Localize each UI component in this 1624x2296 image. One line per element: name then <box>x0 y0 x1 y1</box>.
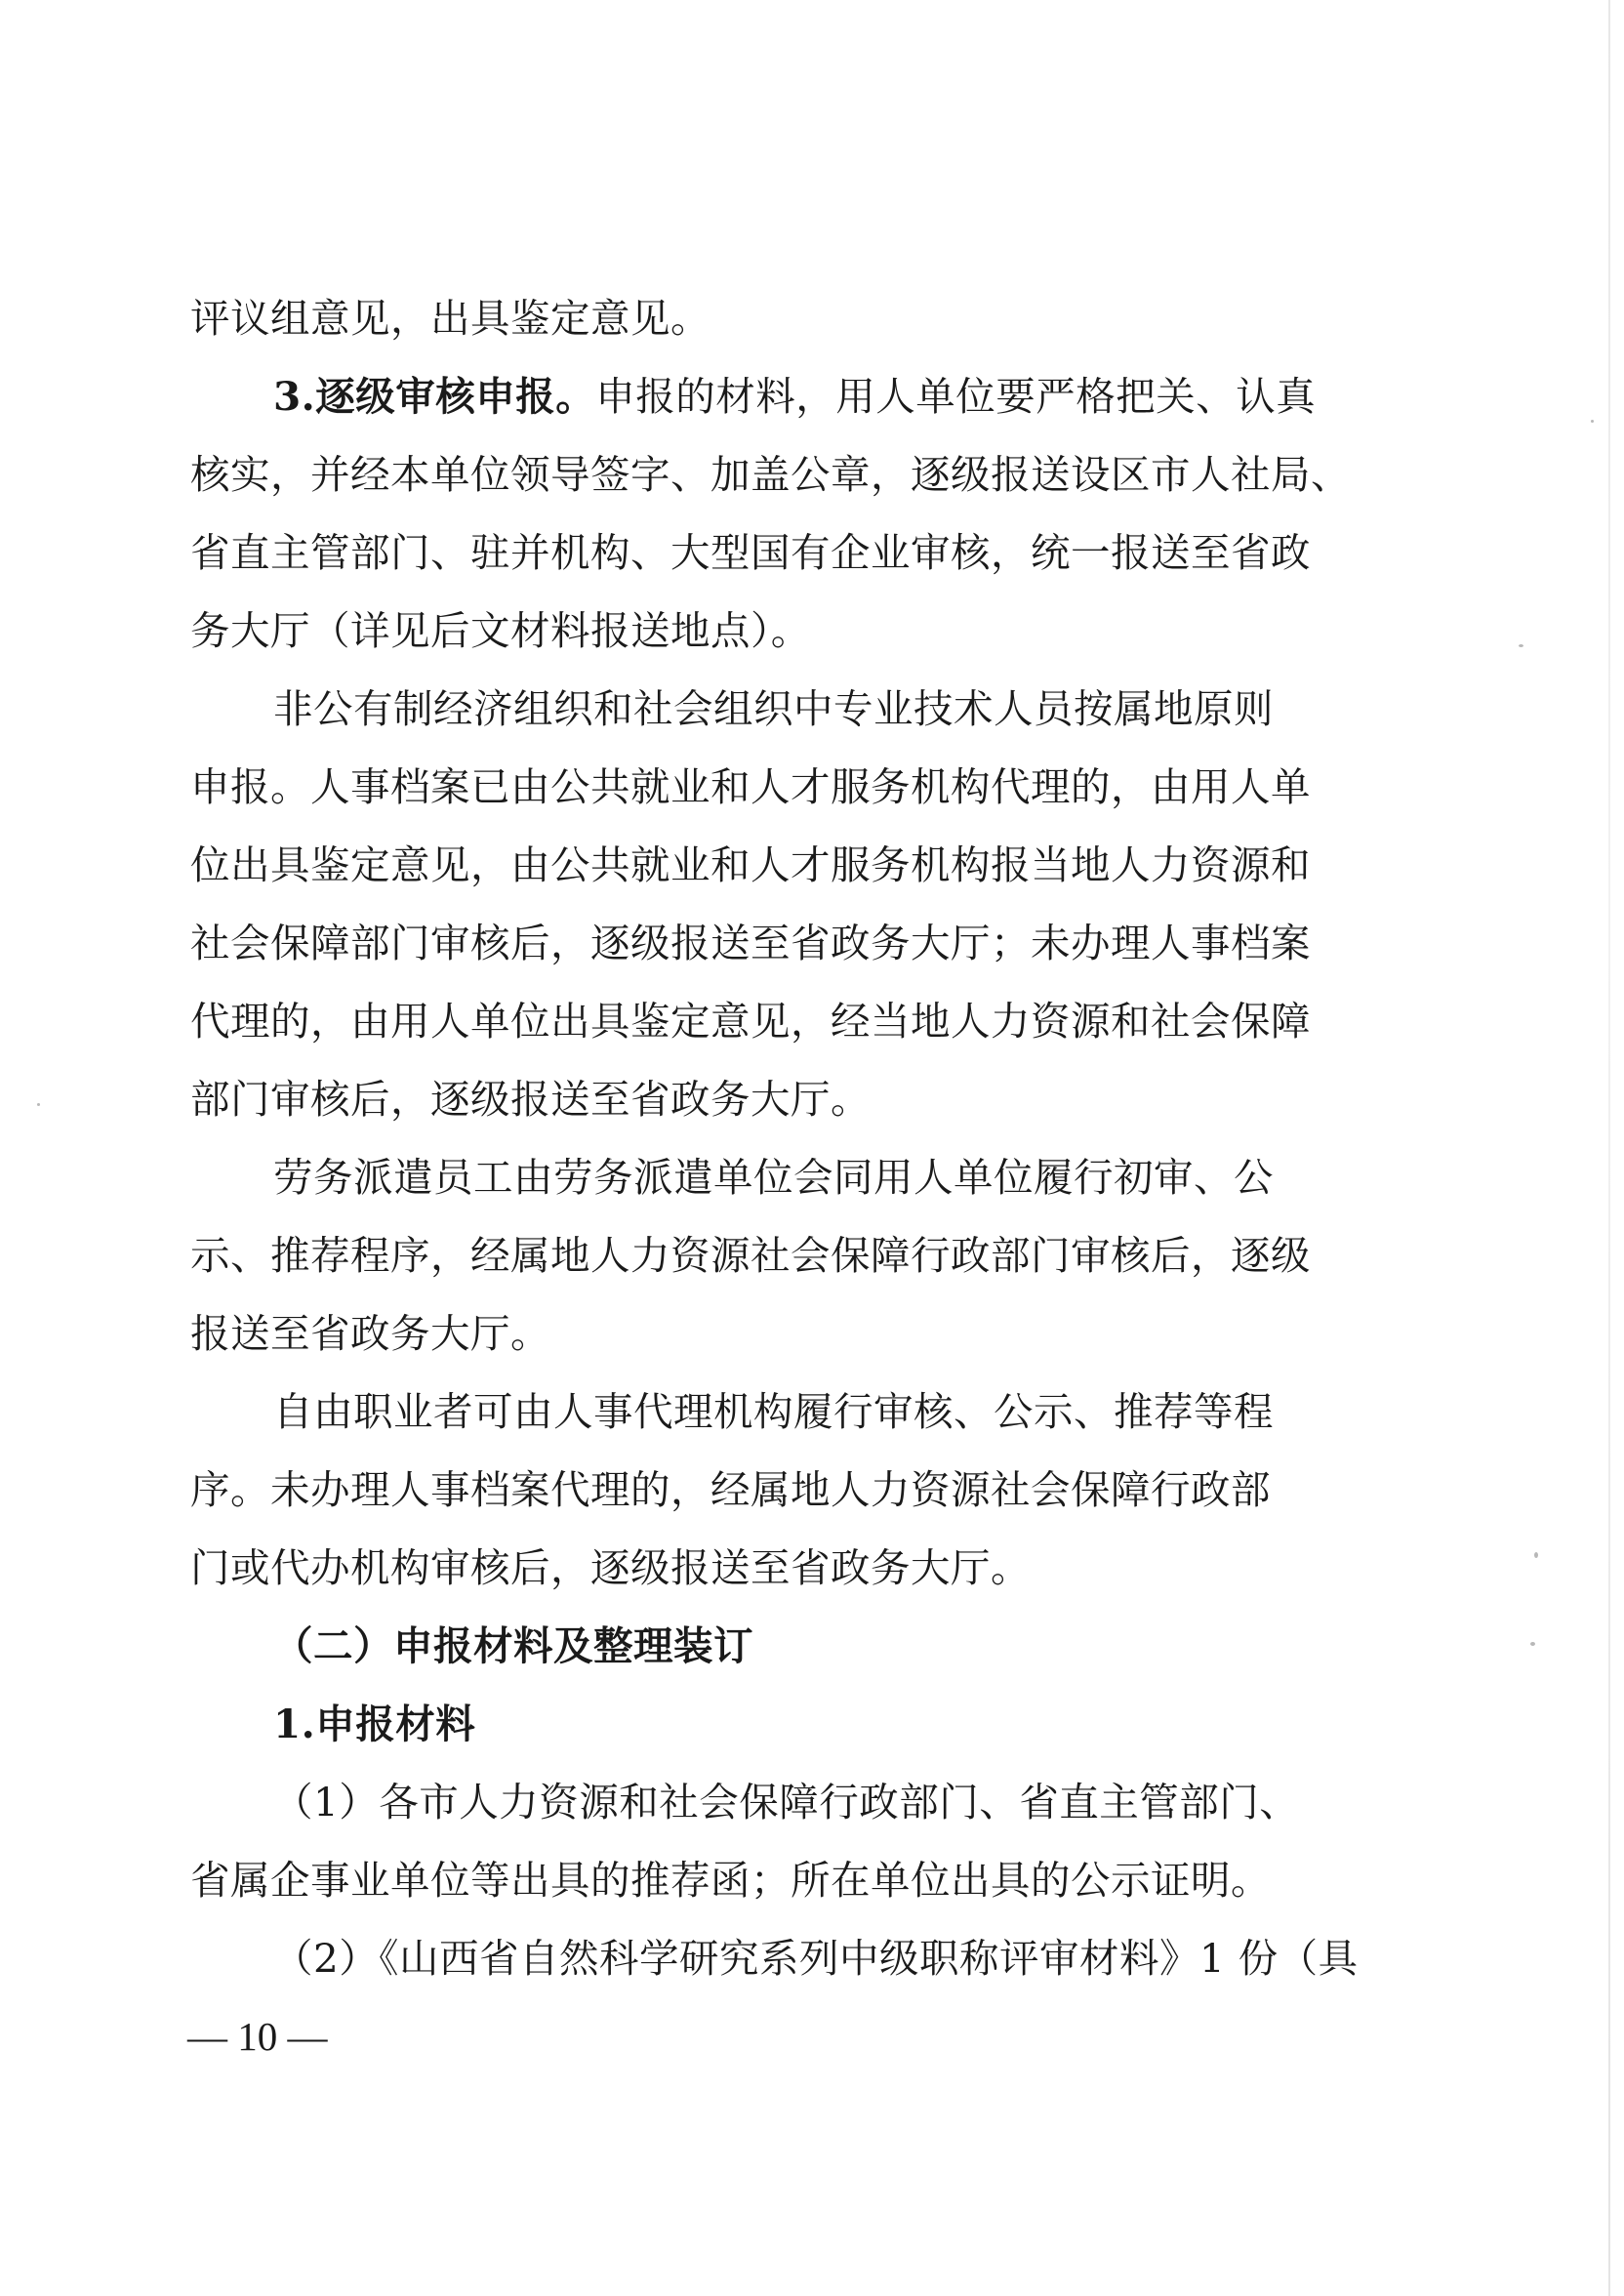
paragraph-line: 代理的，由用人单位出具鉴定意见，经当地人力资源和社会保障 <box>190 998 1311 1045</box>
paragraph-line: 省直主管部门、驻并机构、大型国有企业审核，统一报送至省政 <box>190 529 1311 576</box>
item-3-heading: 3.逐级审核申报。 <box>273 373 596 420</box>
paragraph-line: 劳务派遣员工由劳务派遣单位会同用人单位履行初审、公 <box>273 1154 1274 1201</box>
paragraph-line: 非公有制经济组织和社会组织中专业技术人员按属地原则 <box>273 685 1274 732</box>
paragraph-line: 省属企事业单位等出具的推荐函；所在单位出具的公示证明。 <box>190 1857 1271 1904</box>
paragraph-line: 申报。人事档案已由公共就业和人才服务机构代理的，由用人单 <box>190 763 1311 810</box>
paragraph-line: 位出具鉴定意见，由公共就业和人才服务机构报当地人力资源和 <box>190 841 1311 888</box>
item-3-text: 申报的材料，用人单位要严格把关、认真 <box>595 373 1317 420</box>
scan-speck <box>37 1103 40 1106</box>
scan-speck <box>1530 1642 1535 1646</box>
paragraph-line: 部门审核后，逐级报送至省政务大厅。 <box>190 1076 871 1123</box>
paragraph-line: 序。未办理人事档案代理的，经属地人力资源社会保障行政部 <box>190 1466 1271 1513</box>
paragraph-line: 社会保障部门审核后，逐级报送至省政务大厅；未办理人事档案 <box>190 920 1311 966</box>
scan-speck <box>1591 420 1594 423</box>
paragraph-line: （1）各市人力资源和社会保障行政部门、省直主管部门、 <box>273 1779 1300 1825</box>
scan-speck <box>1534 1552 1538 1558</box>
paragraph-line: 报送至省政务大厅。 <box>190 1310 550 1357</box>
paragraph-line: 自由职业者可由人事代理机构履行审核、公示、推荐等程 <box>273 1388 1274 1435</box>
paragraph-line: 务大厅（详见后文材料报送地点）。 <box>190 607 811 654</box>
section-heading: （二）申报材料及整理装订 <box>273 1622 753 1669</box>
subheading: 1.申报材料 <box>273 1701 476 1747</box>
item-3-line <box>273 367 1316 426</box>
paragraph-line: 门或代办机构审核后，逐级报送至省政务大厅。 <box>190 1544 1031 1591</box>
paragraph-line: （2）《山西省自然科学研究系列中级职称评审材料》1 份（具 <box>273 1935 1359 1982</box>
page-number: — 10 — <box>187 2014 328 2059</box>
paragraph-line: 评议组意见，出具鉴定意见。 <box>190 295 710 342</box>
scan-speck <box>1519 644 1523 647</box>
paragraph-line: 示、推荐程序，经属地人力资源社会保障行政部门审核后，逐级 <box>190 1232 1311 1279</box>
scan-edge-shadow <box>1608 0 1610 2296</box>
paragraph-line: 核实，并经本单位领导签字、加盖公章，逐级报送设区市人社局、 <box>190 451 1351 498</box>
